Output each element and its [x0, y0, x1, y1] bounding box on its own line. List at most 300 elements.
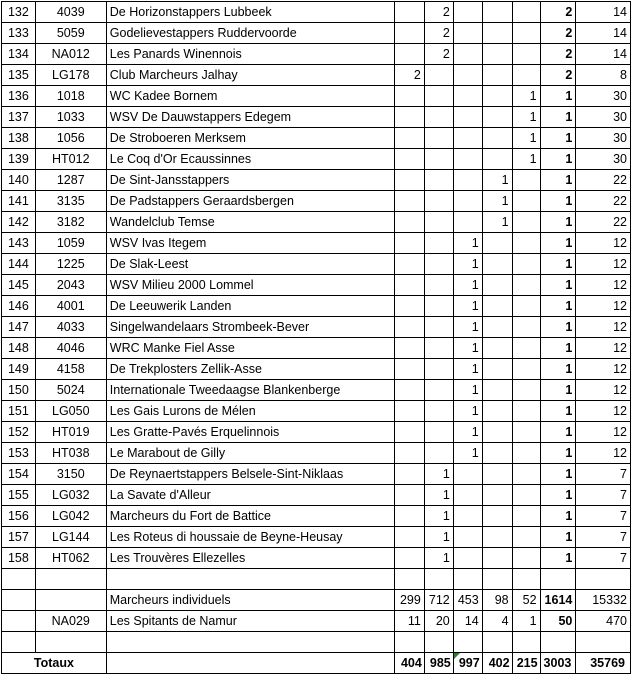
- club-code-cell[interactable]: HT038: [35, 443, 106, 464]
- count-cell-3[interactable]: [453, 44, 482, 65]
- club-name-cell[interactable]: WC Kadee Bornem: [106, 86, 394, 107]
- points-cell[interactable]: 22: [576, 212, 631, 233]
- points-cell[interactable]: 7: [576, 548, 631, 569]
- count-cell-5[interactable]: [512, 401, 540, 422]
- club-code-cell[interactable]: 1056: [35, 128, 106, 149]
- count-cell-2[interactable]: 1: [424, 464, 453, 485]
- count-cell-2[interactable]: [424, 254, 453, 275]
- club-code-cell[interactable]: LG144: [35, 527, 106, 548]
- total-count-cell[interactable]: 3003: [540, 653, 576, 674]
- count-cell-2[interactable]: [424, 233, 453, 254]
- count-cell-1[interactable]: [394, 2, 424, 23]
- points-cell[interactable]: 35769: [576, 653, 631, 674]
- count-cell-2[interactable]: [424, 359, 453, 380]
- club-name-cell[interactable]: La Savate d'Alleur: [106, 485, 394, 506]
- rank-cell[interactable]: 140: [2, 170, 36, 191]
- total-count-cell[interactable]: 1: [540, 107, 576, 128]
- count-cell-3[interactable]: [453, 464, 482, 485]
- count-cell-5[interactable]: 1: [512, 128, 540, 149]
- count-cell-4[interactable]: [482, 527, 512, 548]
- table-row[interactable]: [2, 548, 631, 569]
- count-cell-4[interactable]: [482, 443, 512, 464]
- rank-cell[interactable]: 155: [2, 485, 36, 506]
- total-count-cell[interactable]: 1: [540, 359, 576, 380]
- rank-cell[interactable]: 138: [2, 128, 36, 149]
- count-cell-5[interactable]: [512, 422, 540, 443]
- total-count-cell[interactable]: 1: [540, 380, 576, 401]
- club-code-cell[interactable]: 5024: [35, 380, 106, 401]
- club-code-cell[interactable]: 1225: [35, 254, 106, 275]
- table-row[interactable]: [2, 506, 631, 527]
- count-cell-4[interactable]: [482, 380, 512, 401]
- count-cell-2[interactable]: [424, 149, 453, 170]
- spitants-row[interactable]: [2, 611, 631, 632]
- points-cell[interactable]: 22: [576, 170, 631, 191]
- rank-cell[interactable]: 158: [2, 548, 36, 569]
- club-name-cell[interactable]: [106, 653, 394, 674]
- club-name-cell[interactable]: De Padstappers Geraardsbergen: [106, 191, 394, 212]
- club-code-cell[interactable]: 4001: [35, 296, 106, 317]
- count-cell-5[interactable]: [512, 254, 540, 275]
- count-cell-2[interactable]: [424, 170, 453, 191]
- count-cell-1[interactable]: [394, 506, 424, 527]
- total-count-cell[interactable]: 1: [540, 149, 576, 170]
- club-code-cell[interactable]: LG178: [35, 65, 106, 86]
- club-name-cell[interactable]: Les Panards Winennois: [106, 44, 394, 65]
- rank-cell[interactable]: 157: [2, 527, 36, 548]
- club-code-cell[interactable]: 1033: [35, 107, 106, 128]
- total-count-cell[interactable]: 1: [540, 506, 576, 527]
- club-name-cell[interactable]: Godelievestappers Ruddervoorde: [106, 23, 394, 44]
- club-code-cell[interactable]: [35, 590, 106, 611]
- count-cell-2[interactable]: 985: [424, 653, 453, 674]
- points-cell[interactable]: 15332: [576, 590, 631, 611]
- total-count-cell[interactable]: 1: [540, 212, 576, 233]
- count-cell-4[interactable]: [482, 485, 512, 506]
- total-count-cell[interactable]: 2: [540, 44, 576, 65]
- club-code-cell[interactable]: HT012: [35, 149, 106, 170]
- count-cell-2[interactable]: [424, 380, 453, 401]
- rank-cell[interactable]: 147: [2, 317, 36, 338]
- count-cell-2[interactable]: 1: [424, 485, 453, 506]
- count-cell-2[interactable]: [424, 338, 453, 359]
- table-row[interactable]: [2, 338, 631, 359]
- empty-cell[interactable]: [424, 569, 453, 590]
- total-count-cell[interactable]: 1: [540, 317, 576, 338]
- count-cell-2[interactable]: [424, 401, 453, 422]
- club-code-cell[interactable]: LG032: [35, 485, 106, 506]
- club-code-cell[interactable]: NA029: [35, 611, 106, 632]
- count-cell-2[interactable]: [424, 296, 453, 317]
- count-cell-5[interactable]: [512, 548, 540, 569]
- count-cell-5[interactable]: [512, 65, 540, 86]
- totals-row[interactable]: [2, 653, 631, 674]
- club-name-cell[interactable]: WSV Ivas Itegem: [106, 233, 394, 254]
- count-cell-4[interactable]: [482, 548, 512, 569]
- club-code-cell[interactable]: 1287: [35, 170, 106, 191]
- count-cell-5[interactable]: [512, 275, 540, 296]
- count-cell-1[interactable]: [394, 359, 424, 380]
- club-name-cell[interactable]: De Sint-Jansstappers: [106, 170, 394, 191]
- total-count-cell[interactable]: 1: [540, 296, 576, 317]
- count-cell-1[interactable]: [394, 254, 424, 275]
- club-code-cell[interactable]: 3150: [35, 464, 106, 485]
- count-cell-2[interactable]: [424, 65, 453, 86]
- points-cell[interactable]: 12: [576, 359, 631, 380]
- points-cell[interactable]: 12: [576, 338, 631, 359]
- total-count-cell[interactable]: 1: [540, 401, 576, 422]
- points-cell[interactable]: 12: [576, 317, 631, 338]
- count-cell-4[interactable]: [482, 338, 512, 359]
- club-name-cell[interactable]: Les Roteus di houssaie de Beyne-Heusay: [106, 527, 394, 548]
- count-cell-2[interactable]: [424, 191, 453, 212]
- count-cell-2[interactable]: 712: [424, 590, 453, 611]
- count-cell-2[interactable]: 2: [424, 44, 453, 65]
- total-count-cell[interactable]: 2: [540, 65, 576, 86]
- rank-cell[interactable]: 149: [2, 359, 36, 380]
- points-cell[interactable]: 14: [576, 44, 631, 65]
- rank-cell[interactable]: 133: [2, 23, 36, 44]
- total-count-cell[interactable]: 2: [540, 2, 576, 23]
- count-cell-1[interactable]: [394, 485, 424, 506]
- count-cell-2[interactable]: 1: [424, 548, 453, 569]
- total-count-cell[interactable]: 1: [540, 485, 576, 506]
- count-cell-1[interactable]: [394, 338, 424, 359]
- points-cell[interactable]: 7: [576, 485, 631, 506]
- count-cell-5[interactable]: [512, 506, 540, 527]
- count-cell-2[interactable]: [424, 422, 453, 443]
- count-cell-3[interactable]: 1: [453, 275, 482, 296]
- table-row[interactable]: [2, 443, 631, 464]
- count-cell-1[interactable]: [394, 464, 424, 485]
- count-cell-4[interactable]: 4: [482, 611, 512, 632]
- count-cell-2[interactable]: [424, 275, 453, 296]
- total-count-cell[interactable]: 1: [540, 254, 576, 275]
- club-name-cell[interactable]: Le Coq d'Or Ecaussinnes: [106, 149, 394, 170]
- total-count-cell[interactable]: 1: [540, 422, 576, 443]
- empty-cell[interactable]: [576, 632, 631, 653]
- table-row[interactable]: [2, 65, 631, 86]
- count-cell-4[interactable]: [482, 254, 512, 275]
- count-cell-1[interactable]: [394, 86, 424, 107]
- rank-cell[interactable]: 148: [2, 338, 36, 359]
- count-cell-3[interactable]: 1: [453, 422, 482, 443]
- total-count-cell[interactable]: 1: [540, 170, 576, 191]
- empty-cell[interactable]: [424, 632, 453, 653]
- total-count-cell[interactable]: 1: [540, 275, 576, 296]
- club-name-cell[interactable]: Marcheurs du Fort de Battice: [106, 506, 394, 527]
- club-name-cell[interactable]: Le Marabout de Gilly: [106, 443, 394, 464]
- table-row[interactable]: [2, 275, 631, 296]
- empty-cell[interactable]: [2, 569, 36, 590]
- rank-cell[interactable]: 142: [2, 212, 36, 233]
- club-code-cell[interactable]: HT019: [35, 422, 106, 443]
- count-cell-1[interactable]: [394, 401, 424, 422]
- count-cell-5[interactable]: 1: [512, 107, 540, 128]
- count-cell-4[interactable]: [482, 401, 512, 422]
- count-cell-2[interactable]: 2: [424, 23, 453, 44]
- count-cell-5[interactable]: [512, 296, 540, 317]
- club-name-cell[interactable]: WSV De Dauwstappers Edegem: [106, 107, 394, 128]
- rank-cell[interactable]: 145: [2, 275, 36, 296]
- count-cell-3[interactable]: [453, 128, 482, 149]
- count-cell-3[interactable]: [453, 23, 482, 44]
- club-name-cell[interactable]: WRC Manke Fiel Asse: [106, 338, 394, 359]
- rank-cell[interactable]: 132: [2, 2, 36, 23]
- count-cell-4[interactable]: [482, 422, 512, 443]
- count-cell-4[interactable]: [482, 86, 512, 107]
- count-cell-4[interactable]: [482, 296, 512, 317]
- count-cell-5[interactable]: [512, 317, 540, 338]
- count-cell-5[interactable]: [512, 485, 540, 506]
- count-cell-4[interactable]: [482, 2, 512, 23]
- points-cell[interactable]: 14: [576, 23, 631, 44]
- rank-cell[interactable]: 137: [2, 107, 36, 128]
- total-count-cell[interactable]: 1: [540, 191, 576, 212]
- club-code-cell[interactable]: LG050: [35, 401, 106, 422]
- rank-cell[interactable]: 153: [2, 443, 36, 464]
- total-count-cell[interactable]: 1: [540, 338, 576, 359]
- club-code-cell[interactable]: 1018: [35, 86, 106, 107]
- total-count-cell[interactable]: 2: [540, 23, 576, 44]
- count-cell-2[interactable]: [424, 317, 453, 338]
- total-count-cell[interactable]: 50: [540, 611, 576, 632]
- empty-cell[interactable]: [576, 569, 631, 590]
- count-cell-1[interactable]: [394, 275, 424, 296]
- table-row[interactable]: [2, 233, 631, 254]
- table-row[interactable]: [2, 464, 631, 485]
- empty-cell[interactable]: [106, 569, 394, 590]
- count-cell-1[interactable]: [394, 527, 424, 548]
- count-cell-5[interactable]: 1: [512, 149, 540, 170]
- rank-cell[interactable]: 154: [2, 464, 36, 485]
- count-cell-3[interactable]: [453, 65, 482, 86]
- count-cell-5[interactable]: [512, 2, 540, 23]
- table-row[interactable]: [2, 212, 631, 233]
- count-cell-2[interactable]: 2: [424, 2, 453, 23]
- count-cell-3[interactable]: [453, 548, 482, 569]
- rank-cell[interactable]: 141: [2, 191, 36, 212]
- count-cell-3[interactable]: 1: [453, 233, 482, 254]
- club-name-cell[interactable]: Marcheurs individuels: [106, 590, 394, 611]
- count-cell-3[interactable]: [453, 212, 482, 233]
- points-cell[interactable]: 30: [576, 86, 631, 107]
- count-cell-5[interactable]: [512, 233, 540, 254]
- count-cell-3[interactable]: 1: [453, 359, 482, 380]
- count-cell-3[interactable]: 1: [453, 296, 482, 317]
- table-row[interactable]: [2, 296, 631, 317]
- count-cell-5[interactable]: 215: [512, 653, 540, 674]
- rank-cell[interactable]: 156: [2, 506, 36, 527]
- count-cell-1[interactable]: 299: [394, 590, 424, 611]
- count-cell-5[interactable]: [512, 44, 540, 65]
- count-cell-1[interactable]: [394, 422, 424, 443]
- count-cell-1[interactable]: 404: [394, 653, 424, 674]
- count-cell-5[interactable]: 1: [512, 86, 540, 107]
- points-cell[interactable]: 7: [576, 464, 631, 485]
- table-row[interactable]: [2, 254, 631, 275]
- club-code-cell[interactable]: HT062: [35, 548, 106, 569]
- count-cell-4[interactable]: [482, 107, 512, 128]
- rank-cell[interactable]: [2, 590, 36, 611]
- points-cell[interactable]: 14: [576, 2, 631, 23]
- table-row[interactable]: [2, 485, 631, 506]
- club-name-cell[interactable]: Club Marcheurs Jalhay: [106, 65, 394, 86]
- count-cell-5[interactable]: 52: [512, 590, 540, 611]
- count-cell-4[interactable]: [482, 23, 512, 44]
- rank-cell[interactable]: 152: [2, 422, 36, 443]
- count-cell-1[interactable]: [394, 44, 424, 65]
- total-count-cell[interactable]: 1: [540, 86, 576, 107]
- count-cell-5[interactable]: [512, 464, 540, 485]
- count-cell-4[interactable]: 1: [482, 191, 512, 212]
- table-row[interactable]: [2, 317, 631, 338]
- count-cell-2[interactable]: [424, 212, 453, 233]
- rank-cell[interactable]: 134: [2, 44, 36, 65]
- count-cell-5[interactable]: 1: [512, 611, 540, 632]
- rank-cell[interactable]: 146: [2, 296, 36, 317]
- club-code-cell[interactable]: 1059: [35, 233, 106, 254]
- count-cell-5[interactable]: [512, 191, 540, 212]
- table-row[interactable]: [2, 191, 631, 212]
- count-cell-3[interactable]: [453, 527, 482, 548]
- count-cell-1[interactable]: [394, 23, 424, 44]
- empty-cell[interactable]: [394, 632, 424, 653]
- empty-cell[interactable]: [482, 569, 512, 590]
- club-code-cell[interactable]: 3135: [35, 191, 106, 212]
- totals-label[interactable]: Totaux: [2, 653, 107, 674]
- club-code-cell[interactable]: 4039: [35, 2, 106, 23]
- rank-cell[interactable]: 139: [2, 149, 36, 170]
- club-code-cell[interactable]: 4033: [35, 317, 106, 338]
- count-cell-4[interactable]: [482, 44, 512, 65]
- points-cell[interactable]: 7: [576, 506, 631, 527]
- club-code-cell[interactable]: 4046: [35, 338, 106, 359]
- table-row[interactable]: [2, 86, 631, 107]
- count-cell-1[interactable]: [394, 107, 424, 128]
- count-cell-3[interactable]: [453, 191, 482, 212]
- table-row[interactable]: [2, 149, 631, 170]
- count-cell-1[interactable]: [394, 443, 424, 464]
- count-cell-1[interactable]: [394, 380, 424, 401]
- count-cell-1[interactable]: [394, 149, 424, 170]
- rank-cell[interactable]: 144: [2, 254, 36, 275]
- club-code-cell[interactable]: LG042: [35, 506, 106, 527]
- count-cell-3[interactable]: 1: [453, 401, 482, 422]
- count-cell-1[interactable]: [394, 296, 424, 317]
- club-name-cell[interactable]: Internationale Tweedaagse Blankenberge: [106, 380, 394, 401]
- rank-cell[interactable]: 135: [2, 65, 36, 86]
- empty-cell[interactable]: [106, 632, 394, 653]
- table-row[interactable]: [2, 359, 631, 380]
- points-cell[interactable]: 12: [576, 422, 631, 443]
- count-cell-4[interactable]: [482, 149, 512, 170]
- table-row[interactable]: [2, 527, 631, 548]
- count-cell-4[interactable]: [482, 275, 512, 296]
- empty-cell[interactable]: [453, 632, 482, 653]
- club-name-cell[interactable]: De Leeuwerik Landen: [106, 296, 394, 317]
- empty-cell[interactable]: [540, 632, 576, 653]
- count-cell-5[interactable]: [512, 23, 540, 44]
- count-cell-1[interactable]: [394, 170, 424, 191]
- count-cell-2[interactable]: [424, 128, 453, 149]
- count-cell-1[interactable]: [394, 233, 424, 254]
- count-cell-4[interactable]: [482, 65, 512, 86]
- count-cell-3[interactable]: 1: [453, 443, 482, 464]
- table-row[interactable]: [2, 107, 631, 128]
- count-cell-5[interactable]: [512, 527, 540, 548]
- count-cell-3[interactable]: [453, 86, 482, 107]
- count-cell-4[interactable]: [482, 128, 512, 149]
- count-cell-1[interactable]: 2: [394, 65, 424, 86]
- count-cell-3[interactable]: [453, 107, 482, 128]
- table-row[interactable]: [2, 128, 631, 149]
- rank-cell[interactable]: 143: [2, 233, 36, 254]
- count-cell-2[interactable]: 1: [424, 527, 453, 548]
- empty-cell[interactable]: [2, 632, 36, 653]
- count-cell-3[interactable]: [453, 506, 482, 527]
- count-cell-3-flagged[interactable]: 997: [453, 653, 482, 674]
- count-cell-3[interactable]: [453, 2, 482, 23]
- table-row[interactable]: [2, 401, 631, 422]
- count-cell-4[interactable]: [482, 464, 512, 485]
- table-row[interactable]: [2, 380, 631, 401]
- empty-cell[interactable]: [35, 632, 106, 653]
- rank-cell[interactable]: 151: [2, 401, 36, 422]
- count-cell-5[interactable]: [512, 212, 540, 233]
- points-cell[interactable]: 12: [576, 380, 631, 401]
- count-cell-1[interactable]: [394, 128, 424, 149]
- count-cell-3[interactable]: 453: [453, 590, 482, 611]
- club-name-cell[interactable]: WSV Milieu 2000 Lommel: [106, 275, 394, 296]
- club-code-cell[interactable]: 4158: [35, 359, 106, 380]
- points-cell[interactable]: 12: [576, 296, 631, 317]
- points-cell[interactable]: 12: [576, 275, 631, 296]
- empty-cell[interactable]: [394, 569, 424, 590]
- count-cell-5[interactable]: [512, 338, 540, 359]
- club-name-cell[interactable]: Les Gratte-Pavés Erquelinnois: [106, 422, 394, 443]
- points-cell[interactable]: 12: [576, 254, 631, 275]
- club-name-cell[interactable]: Les Trouvères Ellezelles: [106, 548, 394, 569]
- count-cell-2[interactable]: 20: [424, 611, 453, 632]
- rank-cell[interactable]: 136: [2, 86, 36, 107]
- count-cell-1[interactable]: [394, 317, 424, 338]
- count-cell-3[interactable]: 1: [453, 317, 482, 338]
- total-count-cell[interactable]: 1: [540, 464, 576, 485]
- count-cell-4[interactable]: 98: [482, 590, 512, 611]
- total-count-cell[interactable]: 1: [540, 527, 576, 548]
- club-name-cell[interactable]: De Horizonstappers Lubbeek: [106, 2, 394, 23]
- points-cell[interactable]: 30: [576, 149, 631, 170]
- club-code-cell[interactable]: 5059: [35, 23, 106, 44]
- empty-cell[interactable]: [482, 632, 512, 653]
- count-cell-2[interactable]: [424, 443, 453, 464]
- count-cell-3[interactable]: [453, 170, 482, 191]
- empty-cell[interactable]: [512, 569, 540, 590]
- points-cell[interactable]: 12: [576, 401, 631, 422]
- points-cell[interactable]: 470: [576, 611, 631, 632]
- count-cell-1[interactable]: [394, 548, 424, 569]
- club-name-cell[interactable]: Wandelclub Temse: [106, 212, 394, 233]
- count-cell-5[interactable]: [512, 443, 540, 464]
- count-cell-2[interactable]: 1: [424, 506, 453, 527]
- rank-cell[interactable]: 150: [2, 380, 36, 401]
- count-cell-5[interactable]: [512, 359, 540, 380]
- points-cell[interactable]: 30: [576, 128, 631, 149]
- points-cell[interactable]: 30: [576, 107, 631, 128]
- total-count-cell[interactable]: 1: [540, 548, 576, 569]
- total-count-cell[interactable]: 1: [540, 233, 576, 254]
